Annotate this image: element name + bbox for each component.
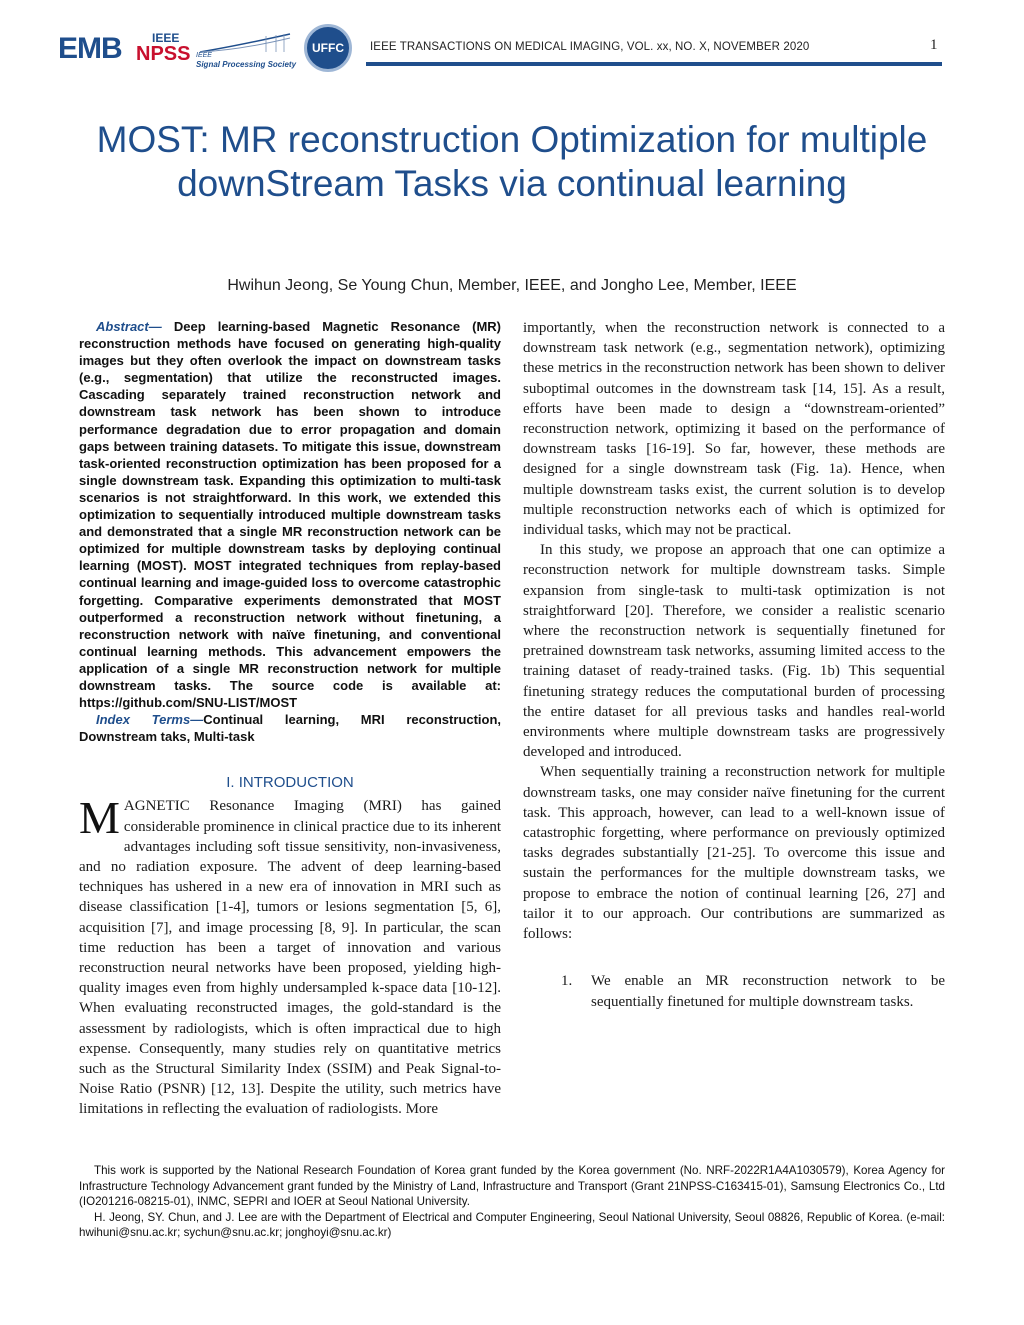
ieee-npss-logo xyxy=(136,32,190,64)
uffc-logo: UFFC xyxy=(304,24,352,72)
sps-swoosh-icon xyxy=(196,32,294,54)
intro-paragraph-3: When sequentially training a reconstruction network for multiple downstream tasks, one may consider naïve finetuning for the current task. This approach, however, can lead to a well-known issue of catastrophic forgetting, where performance on previously optimized tasks degrades substantially [21-25]. To overcome this issue and sustain the performances for the multiple downstream tasks, we propose to embrace the notion of continual learning [26, 27] and tailor it to our approach. Our contributions are summarized as follows: xyxy=(523,764,945,943)
sps-name-text: Signal Processing Society xyxy=(196,60,297,69)
page-number: 1 xyxy=(930,37,938,53)
funding-note: This work is supported by the National Research Foundation of Korea grant funded by the Korea government (No. NRF-2022R1A4A1030579), Korea Agency for Infrastructure Technology Advancement grant funded by the Ministry of Land, Infrastructure and Transport (Grant 21NPSS-C163415-01), Samsung Electronics Co., Ltd (IO201216-08215-01), INMC, SEPRI and IOER at Seoul National University. xyxy=(79,1164,945,1208)
intro-paragraph-2: In this study, we propose an approach that one can optimize a reconstruction network for multiple downstream tasks. Simple expansion from single-task to multi-task optimization is not straightforward [20]. Therefore, we consider a realistic scenario where the reconstruction network is sequentially finetuned for pretrained downstream task networks, assuming limited access to the training dataset of ready-trained tasks. (Fig. 1b) This sequential finetuning strategy reduces the computational burden of processing the entire dataset for all previous tasks and handles real-world environments where multiple downstream tasks are progressively developed and introduced. xyxy=(523,542,945,761)
journal-header: IEEE TRANSACTIONS ON MEDICAL IMAGING, VOL. xx, NO. X, NOVEMBER 2020 xyxy=(370,41,810,53)
abstract-label: Abstract— xyxy=(96,319,162,334)
index-terms-label: Index Terms— xyxy=(96,712,204,728)
intro-paragraph-1-source xyxy=(0,0,1,1)
abstract xyxy=(79,318,501,711)
abstract-text: Deep learning-based Magnetic Resonance (MR) reconstruction methods have focused on generating high-quality images but they often overlook the impact on downstream tasks (e.g., segmentation) that utilize the reconstructed images. Cascading separately trained reconstruction network and downstream task network has been shown to introduce performance degradation due to error propagation and domain gaps between training datasets. To mitigate this issue, downstream task-oriented reconstruction optimization has been proposed for a single downstream task. Expanding this optimization to multi-task scenarios is not straightforward. In this work, we extended this optimization to sequentially introduced multiple downstream tasks and demonstrated that a single MR reconstruction network can be optimized for multiple downstream tasks by deploying continual learning (MOST). MOST integrated techniques from replay-based continual learning and image-guided loss to overcome catastrophic forgetting. Comparative experiments demonstrated that MOST outperformed a reconstruction network without finetuning, a reconstruction network with naïve finetuning, and conventional continual learning methods. This advancement empowers the application of a single MR reconstruction network for multiple downstream tasks. The source code is available at: https://github.com/SNU-LIST/MOST xyxy=(79,319,501,711)
intro-paragraph-1-continued: importantly, when the reconstruction network is connected to a downstream task network (e.g., segmentation network), optimizing these metrics in the reconstruction network has been shown to deliver suboptimal outcomes in the downstream task [14, 15]. As a result, efforts have been made to design a “downstream-oriented” reconstruction network, optimizing it based on the performance of downstream tasks [16-19]. So far, however, these methods are designed for a single downstream task (Fig. 1a). Hence, when multiple downstream tasks exist, the current solution is to develop multiple reconstruction networks each of which is optimized for individual tasks, which may not be practical. xyxy=(523,320,945,539)
right-column xyxy=(523,318,945,1012)
left-column xyxy=(79,318,501,1120)
header-rule xyxy=(366,62,942,66)
intro-paragraph-1-text: AGNETIC Resonance Imaging (MRI) has gained considerable prominence in clinical practice due to its inherent advantages including soft tissue sensitivity, non-invasiveness, and no radiation exposure. The advent of deep learning-based techniques has ushered in a new era of innovation in MRI such as disease classification [1-4], tumors or lesions segmentation [5, 6], acquisition [7], and image processing [8, 9]. In particular, the scan time reduction has been a target of innovation and various reconstruction neural networks have been proposed, yielding high-quality images even from highly undersampled k-space data [10-12]. When evaluating reconstructed images, the gold-standard is the assessment by radiologists, which is often impractical due to high expense. Consequently, many studies rely on quantitative metrics such as the Structural Similarity Index (SSIM) and Peak Signal-to-Noise Ratio (PSNR) [12, 13]. Despite the utility, such metrics have limitations in reflecting the evaluation of radiologists. More xyxy=(79,798,501,1118)
contribution-text: We enable an MR reconstruction network to be sequentially finetuned for multiple downstream tasks. xyxy=(591,973,945,1010)
sps-ieee-text: IEEE xyxy=(196,52,212,59)
drop-cap: M xyxy=(79,792,120,844)
ieee-logo-text: IEEE xyxy=(152,31,180,45)
intro-paragraph-1 xyxy=(79,792,501,1119)
signal-processing-society-logo xyxy=(196,32,297,69)
emb-logo: EMB xyxy=(58,32,122,65)
npss-logo-text: NPSS xyxy=(136,43,191,65)
footnote xyxy=(79,1163,945,1241)
publisher-logos xyxy=(58,22,358,74)
contribution-item xyxy=(523,971,945,1011)
index-terms xyxy=(79,711,501,745)
section-heading-introduction: I. INTRODUCTION xyxy=(226,774,354,792)
affiliation-note: H. Jeong, SY. Chun, and J. Lee are with the Department of Electrical and Computer Engineering, Seoul National University, Seoul 08826, Republic of Korea. (e-mail: hwihuni@snu.ac.kr; sychun@snu.ac.kr; jonghoyi@snu.ac.kr) xyxy=(79,1210,945,1239)
contribution-number: 1. xyxy=(561,973,573,990)
paper-title: MOST: MR reconstruction Optimization for multiple downStream Tasks via continual learning xyxy=(96,119,928,204)
author-list: Hwihun Jeong, Se Young Chun, Member, IEEE, and Jongho Lee, Member, IEEE xyxy=(227,277,797,294)
index-terms-text: Continual learning, MRI reconstruction, Downstream taks, Multi-task xyxy=(79,712,501,745)
